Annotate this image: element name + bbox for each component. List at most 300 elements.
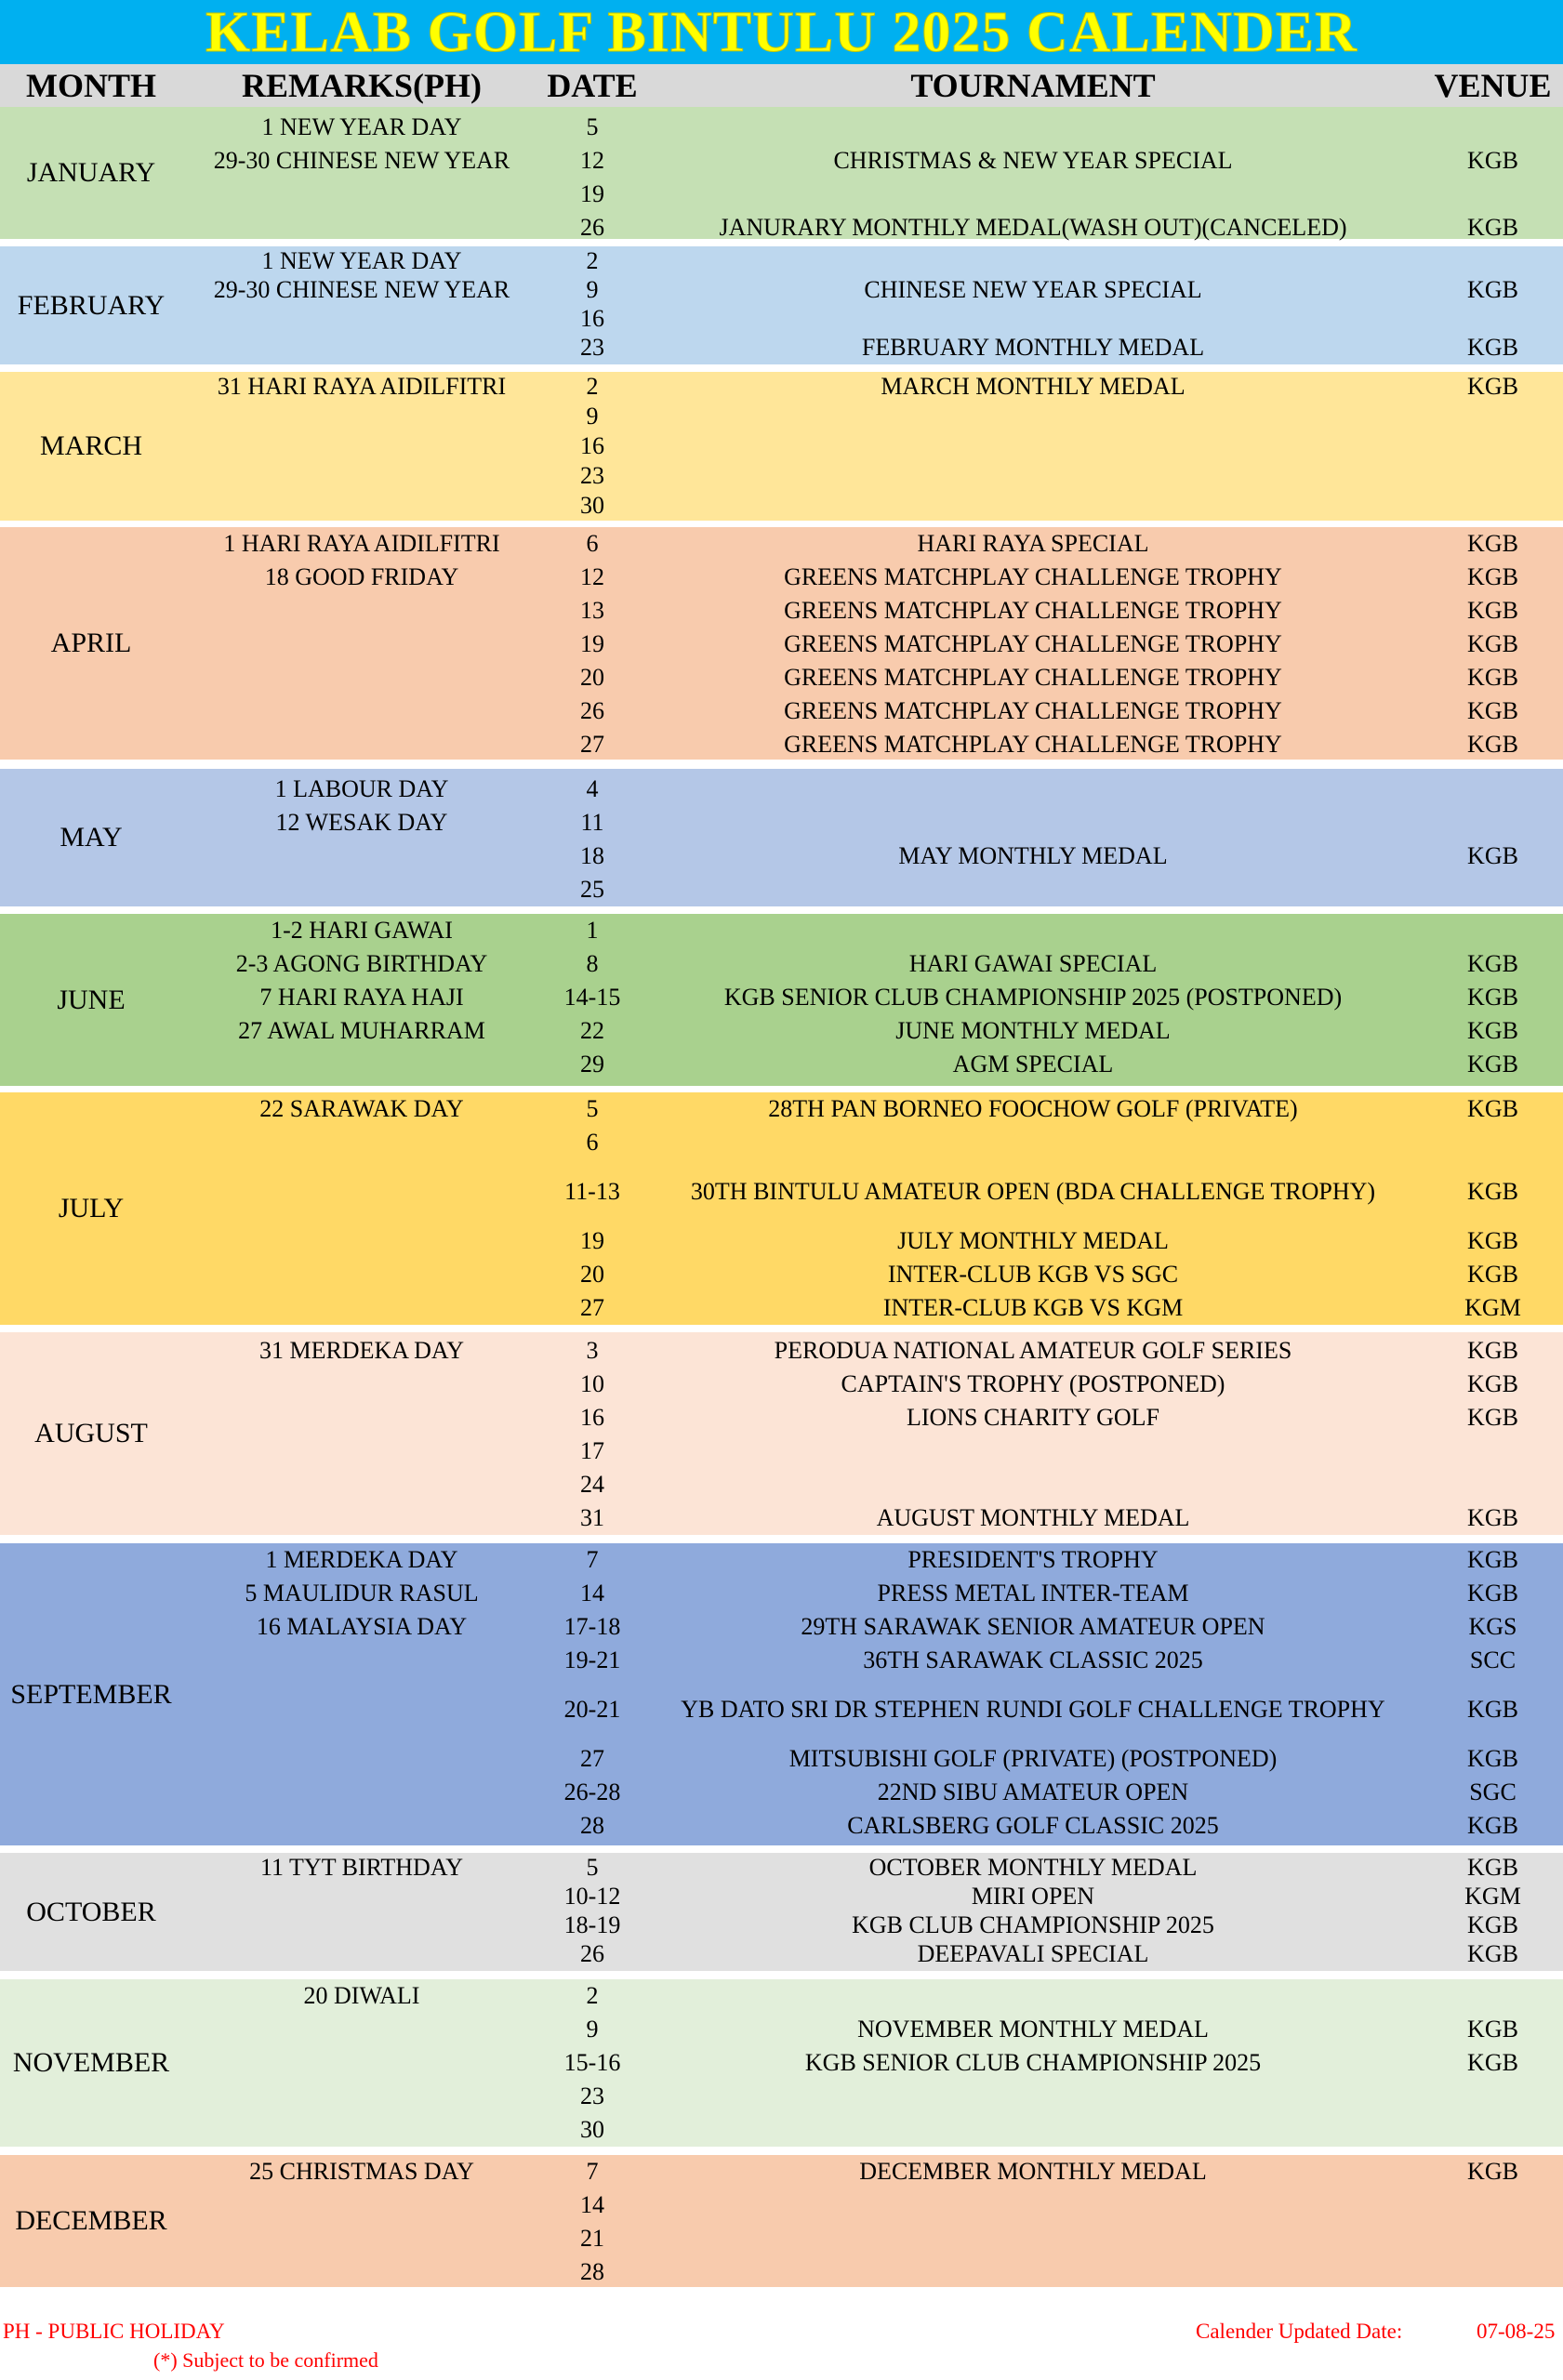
- tournament-cell: PERODUA NATIONAL AMATEUR GOLF SERIES: [774, 1337, 1292, 1364]
- tournament-cell: GREENS MATCHPLAY CHALLENGE TROPHY: [784, 630, 1282, 657]
- remark-cell: [182, 461, 541, 491]
- tournament-cell: PRESIDENT'S TROPHY: [907, 1546, 1159, 1573]
- venue-cell: KGB: [1467, 984, 1518, 1011]
- remark-cell: 1 HARI RAYA AIDILFITRI: [223, 530, 500, 557]
- venue-cell: KGB: [1467, 147, 1518, 174]
- header-tournament: TOURNAMENT: [910, 67, 1156, 104]
- date-cell: 15-16: [563, 2049, 621, 2076]
- remark-cell: [182, 1435, 541, 1468]
- tournament-cell: JUNE MONTHLY MEDAL: [895, 1017, 1171, 1044]
- date-cell: 19: [580, 630, 604, 657]
- date-cell: 6: [586, 530, 599, 557]
- header-month: MONTH: [26, 67, 156, 104]
- remark-cell: 11 TYT BIRTHDAY: [259, 1854, 464, 1881]
- month-name: FEBRUARY: [17, 289, 166, 321]
- venue-cell: KGB: [1467, 1051, 1518, 1078]
- table-row: [0, 1258, 1563, 1291]
- tournament-cell: [643, 402, 1423, 431]
- venue-cell: KGB: [1467, 1095, 1518, 1122]
- tournament-cell: HARI GAWAI SPECIAL: [908, 950, 1158, 977]
- month-name: JULY: [58, 1193, 125, 1223]
- date-cell: 18: [580, 842, 604, 869]
- venue-cell: KGB: [1467, 1017, 1518, 1044]
- tournament-cell: MITSUBISHI GOLF (PRIVATE) (POSTPONED): [788, 1745, 1278, 1772]
- tournament-cell: [643, 2080, 1423, 2113]
- date-cell: 12: [580, 147, 604, 174]
- table-row: [0, 1291, 1563, 1325]
- table-row: [0, 2113, 1563, 2147]
- date-cell: 7: [586, 2158, 599, 2185]
- remark-cell: [182, 873, 541, 906]
- date-cell: 26: [580, 214, 604, 241]
- tournament-cell: [643, 111, 1423, 144]
- table-row: [0, 628, 1563, 661]
- remark-cell: [182, 1911, 541, 1940]
- tournament-cell: 28TH PAN BORNEO FOOCHOW GOLF (PRIVATE): [768, 1095, 1298, 1122]
- venue-cell: KGB: [1467, 1504, 1518, 1531]
- venue-cell: KGB: [1467, 1178, 1518, 1205]
- venue-cell: KGB: [1467, 1911, 1518, 1938]
- table-row: [0, 2046, 1563, 2080]
- table-row: [0, 1048, 1563, 1081]
- month-name: DECEMBER: [15, 2205, 167, 2236]
- table-row: [0, 1677, 1563, 1742]
- date-cell: 16: [580, 305, 604, 332]
- table-row: [0, 2188, 1563, 2222]
- tournament-cell: 30TH BINTULU AMATEUR OPEN (BDA CHALLENGE TROPHY): [690, 1178, 1376, 1206]
- tournament-cell: HARI RAYA SPECIAL: [917, 530, 1149, 557]
- remark-cell: [182, 1809, 541, 1843]
- month-name: APRIL: [50, 628, 132, 658]
- date-cell: 21: [580, 2225, 604, 2252]
- updated-date-label: Calender Updated Date:: [1196, 2320, 1403, 2343]
- venue-cell: [1423, 873, 1563, 906]
- venue-cell: [1423, 2188, 1563, 2222]
- header-venue: VENUE: [1434, 67, 1552, 104]
- tournament-cell: [643, 914, 1423, 947]
- venue-cell: KGB: [1467, 1745, 1518, 1772]
- date-cell: 22: [580, 1017, 604, 1044]
- tournament-cell: GREENS MATCHPLAY CHALLENGE TROPHY: [784, 563, 1282, 590]
- remark-cell: [182, 728, 541, 761]
- date-cell: 6: [586, 1129, 599, 1156]
- tournament-cell: [643, 2255, 1423, 2289]
- date-cell: 11: [580, 809, 604, 836]
- tournament-cell: 22ND SIBU AMATEUR OPEN: [877, 1778, 1189, 1805]
- tournament-cell: [643, 1435, 1423, 1468]
- date-cell: 23: [580, 2082, 604, 2109]
- remark-cell: [182, 2188, 541, 2222]
- tournament-cell: [643, 431, 1423, 461]
- table-row: [0, 372, 1563, 402]
- date-cell: 26: [580, 1940, 604, 1967]
- date-cell: 9: [586, 2016, 599, 2043]
- table-row: [0, 333, 1563, 362]
- date-cell: 20: [580, 664, 604, 691]
- venue-cell: KGB: [1467, 2016, 1518, 2043]
- tournament-cell: GREENS MATCHPLAY CHALLENGE TROPHY: [784, 597, 1282, 624]
- table-row: [0, 527, 1563, 561]
- tournament-cell: [643, 304, 1423, 333]
- date-cell: 10-12: [563, 1883, 621, 1910]
- venue-cell: [1423, 2255, 1563, 2289]
- remark-cell: 1 MERDEKA DAY: [265, 1546, 458, 1573]
- remark-cell: [182, 1368, 541, 1401]
- remark-cell: [182, 304, 541, 333]
- table-row: [0, 1368, 1563, 1401]
- date-cell: 14: [580, 2191, 604, 2218]
- venue-cell: [1423, 111, 1563, 144]
- venue-cell: KGB: [1467, 630, 1518, 657]
- date-cell: 5: [586, 1854, 599, 1881]
- date-cell: 11-13: [564, 1178, 620, 1205]
- remark-cell: [182, 2046, 541, 2080]
- table-row: [0, 211, 1563, 245]
- date-cell: 23: [580, 462, 604, 489]
- date-cell: 28: [580, 1812, 604, 1839]
- table-row: [0, 1853, 1563, 1883]
- date-cell: 14-15: [563, 984, 621, 1011]
- table-row: [0, 840, 1563, 873]
- table-row: [0, 275, 1563, 304]
- calendar-title: KELAB GOLF BINTULU 2025 CALENDER: [205, 0, 1358, 64]
- remark-cell: 1 NEW YEAR DAY: [261, 113, 462, 140]
- venue-cell: [1423, 914, 1563, 947]
- remark-cell: 12 WESAK DAY: [275, 809, 448, 836]
- venue-cell: [1423, 1468, 1563, 1501]
- tournament-cell: INTER-CLUB KGB VS SGC: [887, 1261, 1179, 1288]
- remark-cell: 18 GOOD FRIDAY: [264, 563, 459, 590]
- month-name: SEPTEMBER: [10, 1678, 172, 1710]
- tournament-cell: 29TH SARAWAK SENIOR AMATEUR OPEN: [801, 1613, 1265, 1640]
- remark-cell: 5 MAULIDUR RASUL: [245, 1580, 479, 1606]
- date-cell: 19-21: [563, 1646, 621, 1673]
- tournament-cell: GREENS MATCHPLAY CHALLENGE TROPHY: [784, 664, 1282, 691]
- table-row: [0, 561, 1563, 594]
- venue-cell: KGB: [1467, 731, 1518, 758]
- venue-cell: [1423, 461, 1563, 491]
- table-row: [0, 1776, 1563, 1809]
- table-row: [0, 2080, 1563, 2113]
- remark-cell: 7 HARI RAYA HAJI: [259, 984, 464, 1011]
- tournament-cell: KGB CLUB CHAMPIONSHIP 2025: [852, 1911, 1214, 1938]
- date-cell: 2: [586, 247, 599, 274]
- table-row: [0, 178, 1563, 211]
- venue-cell: KGB: [1467, 276, 1518, 303]
- remark-cell: 29-30 CHINESE NEW YEAR: [213, 276, 510, 303]
- table-row: [0, 947, 1563, 981]
- tournament-cell: [643, 178, 1423, 211]
- venue-cell: KGB: [1467, 1546, 1518, 1573]
- table-row: [0, 1543, 1563, 1577]
- remark-cell: [182, 628, 541, 661]
- date-cell: 5: [586, 113, 599, 140]
- tournament-cell: GREENS MATCHPLAY CHALLENGE TROPHY: [784, 731, 1282, 758]
- remark-cell: [182, 2080, 541, 2113]
- month-name: AUGUST: [34, 1418, 148, 1448]
- date-cell: 27: [580, 1745, 604, 1772]
- remark-cell: [182, 1776, 541, 1809]
- venue-cell: [1423, 402, 1563, 431]
- venue-cell: [1423, 246, 1563, 275]
- tournament-cell: DECEMBER MONTHLY MEDAL: [859, 2158, 1207, 2185]
- date-cell: 18-19: [563, 1911, 621, 1938]
- venue-cell: KGB: [1467, 1854, 1518, 1881]
- table-row: [0, 981, 1563, 1014]
- venue-cell: SCC: [1469, 1646, 1517, 1673]
- venue-cell: [1423, 2080, 1563, 2113]
- table-row: [0, 1911, 1563, 1940]
- date-cell: 25: [580, 876, 604, 903]
- table-row: [0, 661, 1563, 694]
- date-cell: 19: [580, 180, 604, 207]
- remark-cell: [182, 1258, 541, 1291]
- date-cell: 23: [580, 334, 604, 361]
- table-row: [0, 461, 1563, 491]
- remark-cell: [182, 694, 541, 728]
- date-cell: 28: [580, 2258, 604, 2285]
- venue-cell: KGB: [1467, 2158, 1518, 2185]
- remark-cell: 16 MALAYSIA DAY: [256, 1613, 468, 1640]
- tournament-cell: AUGUST MONTHLY MEDAL: [876, 1504, 1190, 1531]
- remark-cell: [182, 1291, 541, 1325]
- remark-cell: 22 SARAWAK DAY: [259, 1095, 464, 1122]
- month-name: JUNE: [57, 984, 126, 1015]
- date-cell: 31: [580, 1504, 604, 1531]
- calendar-title-bar: [0, 0, 1563, 64]
- remark-cell: [182, 1501, 541, 1535]
- tournament-cell: DEEPAVALI SPECIAL: [917, 1940, 1149, 1967]
- tournament-cell: INTER-CLUB KGB VS KGM: [882, 1294, 1184, 1321]
- date-cell: 2: [586, 1982, 599, 2009]
- table-row: [0, 1979, 1563, 2013]
- venue-cell: KGB: [1467, 1370, 1518, 1397]
- date-cell: 16: [580, 1404, 604, 1431]
- tournament-cell: MIRI OPEN: [971, 1883, 1095, 1910]
- date-cell: 26: [580, 697, 604, 724]
- remark-cell: 29-30 CHINESE NEW YEAR: [213, 147, 510, 174]
- tournament-cell: LIONS CHARITY GOLF: [906, 1404, 1160, 1431]
- month-name: OCTOBER: [26, 1896, 156, 1927]
- venue-cell: KGB: [1467, 842, 1518, 869]
- table-row: [0, 2222, 1563, 2255]
- tournament-cell: [643, 246, 1423, 275]
- tournament-cell: CHINESE NEW YEAR SPECIAL: [864, 276, 1202, 303]
- venue-cell: KGB: [1467, 530, 1518, 557]
- tournament-cell: CAPTAIN'S TROPHY (POSTPONED): [841, 1370, 1225, 1397]
- venue-cell: KGB: [1467, 1940, 1518, 1967]
- venue-cell: KGM: [1464, 1883, 1521, 1910]
- venue-cell: [1423, 491, 1563, 521]
- remark-cell: [182, 1939, 541, 1969]
- remark-cell: 1-2 HARI GAWAI: [271, 917, 453, 944]
- table-row: [0, 111, 1563, 144]
- table-row: [0, 402, 1563, 431]
- remark-cell: [182, 1224, 541, 1258]
- remark-cell: [182, 1644, 541, 1677]
- venue-cell: KGB: [1467, 697, 1518, 724]
- date-cell: 17-18: [563, 1613, 621, 1640]
- remark-cell: [182, 402, 541, 431]
- date-cell: 27: [580, 1294, 604, 1321]
- venue-cell: [1423, 431, 1563, 461]
- ph-legend: PH - PUBLIC HOLIDAY: [3, 2320, 225, 2343]
- table-row: [0, 1159, 1563, 1224]
- date-cell: 7: [586, 1546, 599, 1573]
- table-row: [0, 1401, 1563, 1435]
- table-row: [0, 1809, 1563, 1843]
- tournament-cell: KGB SENIOR CLUB CHAMPIONSHIP 2025: [804, 2049, 1262, 2076]
- remark-cell: 2-3 AGONG BIRTHDAY: [235, 950, 488, 977]
- tournament-cell: [643, 1468, 1423, 1501]
- table-row: [0, 2013, 1563, 2046]
- remark-cell: [182, 2013, 541, 2046]
- date-cell: 30: [580, 2116, 604, 2143]
- table-row: [0, 1610, 1563, 1644]
- month-name: NOVEMBER: [12, 2047, 170, 2078]
- remark-cell: [182, 211, 541, 245]
- table-row: [0, 1468, 1563, 1501]
- date-cell: 1: [586, 917, 599, 944]
- tournament-cell: MAY MONTHLY MEDAL: [898, 842, 1168, 869]
- tournament-cell: [643, 1126, 1423, 1159]
- remark-cell: 25 CHRISTMAS DAY: [249, 2158, 474, 2185]
- venue-cell: KGB: [1467, 1261, 1518, 1288]
- date-cell: 24: [580, 1471, 604, 1498]
- tournament-cell: CARLSBERG GOLF CLASSIC 2025: [847, 1812, 1219, 1839]
- remark-cell: [182, 2113, 541, 2147]
- remark-cell: [182, 1048, 541, 1081]
- tournament-cell: [643, 2113, 1423, 2147]
- tournament-cell: 36TH SARAWAK CLASSIC 2025: [863, 1646, 1203, 1673]
- date-cell: 3: [586, 1337, 599, 1364]
- remark-cell: [182, 1468, 541, 1501]
- remark-cell: 27 AWAL MUHARRAM: [238, 1017, 485, 1044]
- table-row: [0, 2155, 1563, 2188]
- remark-cell: 31 MERDEKA DAY: [258, 1337, 465, 1364]
- tournament-cell: [643, 873, 1423, 906]
- date-cell: 9: [586, 276, 599, 303]
- tournament-cell: [643, 461, 1423, 491]
- tournament-cell: OCTOBER MONTHLY MEDAL: [868, 1854, 1198, 1881]
- tournament-cell: MARCH MONTHLY MEDAL: [881, 373, 1185, 400]
- date-cell: 4: [586, 775, 599, 802]
- venue-cell: [1423, 304, 1563, 333]
- date-cell: 29: [580, 1051, 604, 1078]
- remark-cell: [182, 2255, 541, 2289]
- date-cell: 16: [580, 432, 604, 459]
- remark-cell: [182, 1882, 541, 1911]
- remark-cell: [182, 840, 541, 873]
- remark-cell: [182, 1159, 541, 1224]
- remark-cell: [182, 491, 541, 521]
- venue-cell: KGB: [1467, 597, 1518, 624]
- table-row: [0, 1742, 1563, 1776]
- date-cell: 2: [586, 373, 599, 400]
- date-cell: 19: [580, 1227, 604, 1254]
- venue-cell: [1423, 2222, 1563, 2255]
- tournament-cell: [643, 1979, 1423, 2013]
- table-row: [0, 914, 1563, 947]
- venue-cell: [1423, 773, 1563, 806]
- date-cell: 26-28: [563, 1778, 621, 1805]
- date-cell: 13: [580, 597, 604, 624]
- venue-cell: KGB: [1467, 334, 1518, 361]
- venue-cell: KGS: [1468, 1613, 1517, 1640]
- tournament-cell: CHRISTMAS & NEW YEAR SPECIAL: [833, 147, 1233, 174]
- remark-cell: 1 LABOUR DAY: [274, 775, 449, 802]
- remark-cell: [182, 1126, 541, 1159]
- venue-cell: KGB: [1467, 2049, 1518, 2076]
- venue-cell: [1423, 178, 1563, 211]
- remark-cell: [182, 1742, 541, 1776]
- venue-cell: KGB: [1467, 1580, 1518, 1606]
- tournament-cell: JULY MONTHLY MEDAL: [897, 1227, 1169, 1254]
- venue-cell: KGB: [1467, 214, 1518, 241]
- remark-cell: [182, 431, 541, 461]
- remark-cell: [182, 1677, 541, 1742]
- table-row: [0, 728, 1563, 761]
- date-cell: 8: [586, 950, 599, 977]
- tournament-cell: [643, 2222, 1423, 2255]
- tournament-cell: JANURARY MONTHLY MEDAL(WASH OUT)(CANCELED): [719, 214, 1347, 241]
- table-row: [0, 1014, 1563, 1048]
- venue-cell: SGC: [1469, 1778, 1517, 1805]
- venue-cell: KGB: [1467, 664, 1518, 691]
- date-cell: 10: [580, 1370, 604, 1397]
- venue-cell: [1423, 1126, 1563, 1159]
- table-row: [0, 1644, 1563, 1677]
- date-cell: 17: [580, 1437, 604, 1464]
- tournament-cell: [643, 773, 1423, 806]
- month-name: MARCH: [39, 430, 143, 461]
- header-remarks: REMARKS(PH): [242, 67, 482, 104]
- table-row: [0, 1092, 1563, 1126]
- venue-cell: [1423, 806, 1563, 840]
- month-name: JANUARY: [26, 157, 156, 188]
- table-row: [0, 873, 1563, 906]
- tournament-cell: YB DATO SRI DR STEPHEN RUNDI GOLF CHALLENGE TROPHY: [681, 1696, 1385, 1724]
- subject-to-confirm-note: (*) Subject to be confirmed: [153, 2348, 378, 2372]
- table-row: [0, 144, 1563, 178]
- tournament-cell: FEBRUARY MONTHLY MEDAL: [861, 334, 1205, 361]
- table-row: [0, 594, 1563, 628]
- date-cell: 27: [580, 731, 604, 758]
- venue-cell: KGB: [1467, 1404, 1518, 1431]
- remark-cell: [182, 594, 541, 628]
- venue-cell: KGB: [1467, 563, 1518, 590]
- venue-cell: KGB: [1467, 373, 1518, 400]
- column-header-row: [0, 64, 1563, 107]
- venue-cell: [1423, 1435, 1563, 1468]
- venue-cell: KGB: [1467, 1337, 1518, 1364]
- venue-cell: [1423, 2113, 1563, 2147]
- venue-cell: KGB: [1467, 1696, 1518, 1723]
- remark-cell: [182, 661, 541, 694]
- remark-cell: 1 NEW YEAR DAY: [261, 247, 462, 274]
- table-row: [0, 806, 1563, 840]
- table-row: [0, 1939, 1563, 1969]
- table-row: [0, 491, 1563, 521]
- table-row: [0, 431, 1563, 461]
- table-row: [0, 304, 1563, 333]
- tournament-cell: [643, 806, 1423, 840]
- updated-date-value: 07-08-25: [1477, 2320, 1556, 2343]
- table-row: [0, 773, 1563, 806]
- table-row: [0, 694, 1563, 728]
- venue-cell: KGB: [1467, 1812, 1518, 1839]
- date-cell: 5: [586, 1095, 599, 1122]
